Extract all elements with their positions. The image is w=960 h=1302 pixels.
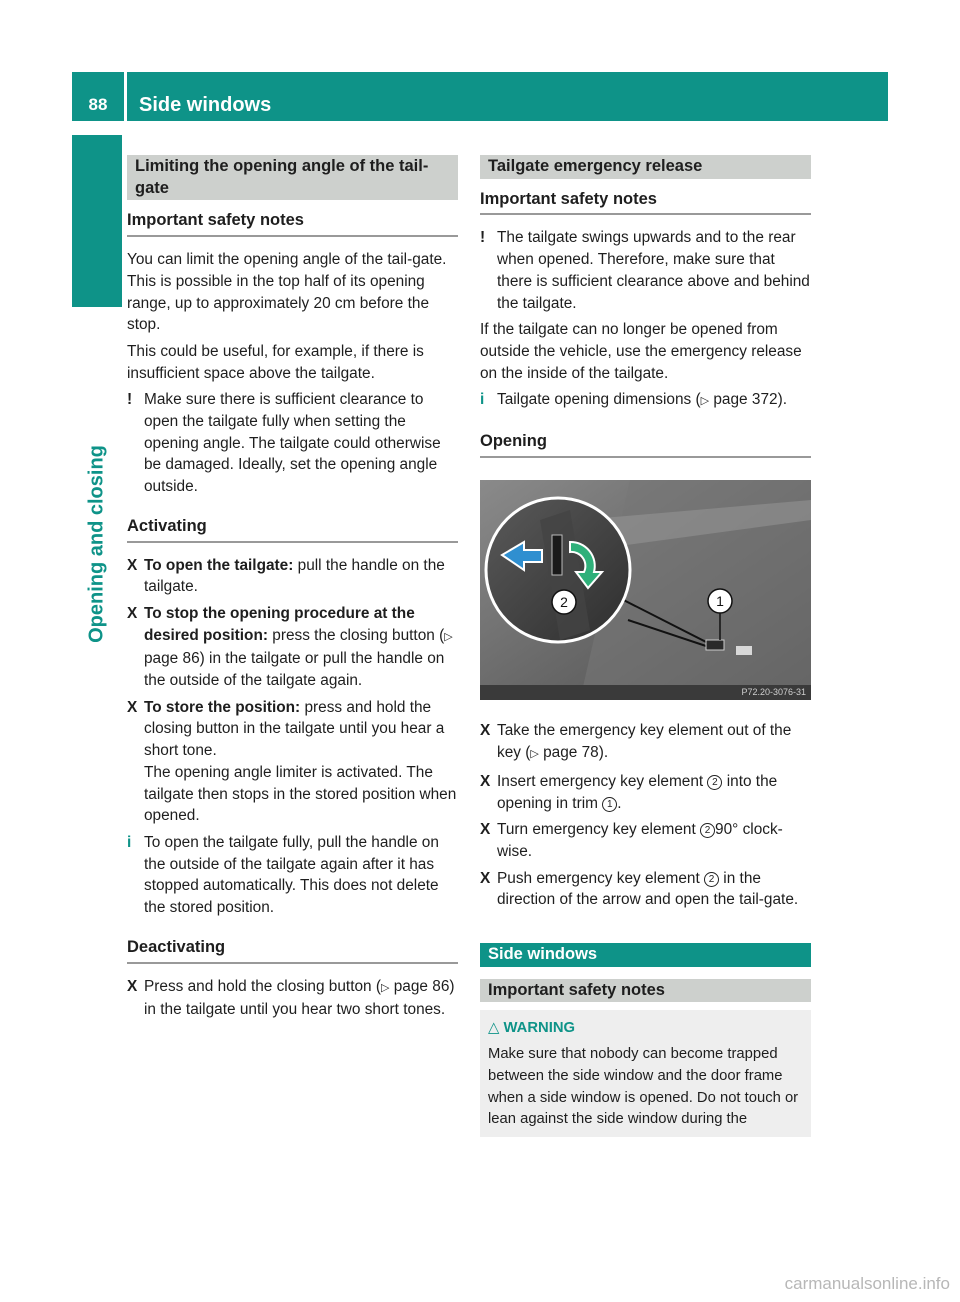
step-text: Turn emergency key element [497, 821, 701, 839]
warning-title: WARNING [503, 1020, 576, 1037]
step-deactivate [127, 976, 458, 1021]
step-text: Press and hold the closing button ( [144, 977, 381, 995]
paragraph-intro: If the tailgate can no longer be opened from outside the vehicle, use the emergency release on the inside of the tailgate. [480, 321, 802, 382]
left-column [127, 155, 458, 1026]
step-text: . [617, 794, 622, 812]
chapter-tab [72, 135, 122, 307]
step-label: To open the tailgate: [144, 556, 294, 574]
section-title-side-windows: Side windows [480, 943, 811, 967]
step-marker-icon: X [127, 698, 138, 716]
heading-opening: Opening [480, 431, 811, 458]
emergency-key-element [552, 535, 562, 575]
caution-note [127, 389, 458, 498]
callout-2-ref: 2 [700, 823, 715, 838]
step-insert-key [480, 771, 811, 814]
caution-text: Make sure there is sufficient clearance to open the tailgate fully when setting the opening angle. The tailgate could otherwise be damaged. Ideally, set the opening angle outside. [144, 391, 441, 496]
info-text: Tailgate opening dimensions ( [497, 391, 701, 409]
step-text: press and hold the closing button in the tailgate until you hear a short tone. [144, 698, 445, 760]
caution-icon: ! [127, 391, 133, 409]
warning-text: Make sure that nobody can become trapped between the side window and the door frame when a side window is opened. Do not touch or lean against the side window during the [488, 1046, 799, 1128]
page-number: 88 [88, 95, 108, 114]
watermark: carmanualsonline.info [784, 1274, 950, 1293]
info-note [480, 389, 811, 413]
warning-box [480, 1010, 811, 1137]
step-text: pull the handle on the tailgate. [144, 556, 445, 596]
step-open-tailgate [127, 555, 458, 598]
page-ref-arrow-icon: ▷ [700, 395, 710, 408]
step-text: Push emergency key element [497, 869, 705, 887]
section-title-limiting: Limiting the opening angle of the tail-gate [127, 155, 458, 200]
page-ref-arrow-icon: ▷ [444, 630, 453, 643]
chapter-label: Opening and closing [85, 445, 108, 643]
warning-triangle-icon: △ [488, 1020, 500, 1037]
step-marker-icon: X [480, 821, 491, 839]
step-store-position [127, 697, 458, 827]
step-text: in the direction of the arrow and open the tail-gate. [497, 869, 799, 909]
step-text: 90° clock-wise. [497, 821, 783, 860]
heading-safety-notes-2: Important safety notes [480, 979, 811, 1003]
step-push-key [480, 868, 811, 911]
caution-text: The tailgate swings upwards and to the rear when opened. Therefore, make sure that there is sufficient clearance above and behind the tailgate. [497, 229, 810, 312]
info-icon: i [480, 391, 485, 409]
figure-code: P72.20-3076-31 [741, 686, 806, 697]
tailgate-emergency-release-figure [480, 480, 811, 700]
step-marker-icon: X [480, 772, 491, 790]
step-marker-icon: X [480, 869, 491, 887]
trim-opening-slot [706, 640, 724, 650]
step-take-key [480, 720, 811, 765]
header-divider [124, 72, 127, 121]
step-label: To store the position: [144, 698, 301, 716]
step-turn-key [480, 819, 811, 862]
step-text: into the opening in trim [497, 772, 778, 812]
callout-2-label: 2 [560, 593, 568, 610]
step-marker-icon: X [127, 604, 138, 622]
heading-safety-notes: Important safety notes [127, 210, 458, 237]
step-marker-icon: X [127, 977, 138, 995]
callout-1-label: 1 [716, 592, 724, 609]
step-marker-icon: X [480, 722, 491, 740]
step-text: page 86) in the tailgate or pull the handle on the outside of the tailgate again. [144, 650, 445, 690]
info-note [127, 832, 458, 919]
info-text: To open the tailgate fully, pull the handle on the outside of the tailgate again after it has stopped automatically. This does not delete the stored position. [144, 833, 439, 917]
warning-heading [488, 1018, 803, 1040]
step-text: press the closing button ( [268, 626, 445, 644]
caution-note [480, 227, 811, 314]
callout-2-ref: 2 [707, 775, 722, 790]
heading-activating: Activating [127, 516, 458, 543]
paragraph-intro-1: You can limit the opening angle of the tail-gate. This is possible in the top half of its opening range, up to approximately 20 cm before the stop. [127, 251, 447, 334]
page-ref-arrow-icon: ▷ [381, 981, 390, 994]
step-stop-opening [127, 603, 458, 692]
step-text: page 86) in the tailgate until you hear two short tones. [144, 977, 455, 1019]
heading-deactivating: Deactivating [127, 937, 458, 964]
heading-safety-notes: Important safety notes [480, 189, 811, 216]
page-ref-arrow-icon: ▷ [530, 748, 539, 761]
callout-2-ref: 2 [704, 872, 719, 887]
trim-clip [736, 646, 752, 655]
callout-1-ref: 1 [602, 797, 617, 812]
step-text: page 78). [538, 744, 609, 762]
caution-icon: ! [480, 229, 486, 247]
step-label: To stop the opening procedure at the desired position: [144, 604, 415, 644]
info-icon: i [127, 833, 132, 851]
info-text: page 372). [709, 391, 787, 409]
paragraph-intro-2: This could be useful, for example, if there is insufficient space above the tailgate. [127, 342, 424, 382]
page-title: Side windows [139, 94, 272, 116]
right-column [480, 155, 811, 1137]
step-marker-icon: X [127, 556, 138, 574]
step-text: Insert emergency key element [497, 772, 708, 790]
step-result: The opening angle limiter is activated. The tailgate then stops in the stored position when opened. [144, 763, 457, 825]
step-text: Take the emergency key element out of the key ( [497, 722, 792, 762]
section-title-emergency-release: Tailgate emergency release [480, 155, 811, 179]
